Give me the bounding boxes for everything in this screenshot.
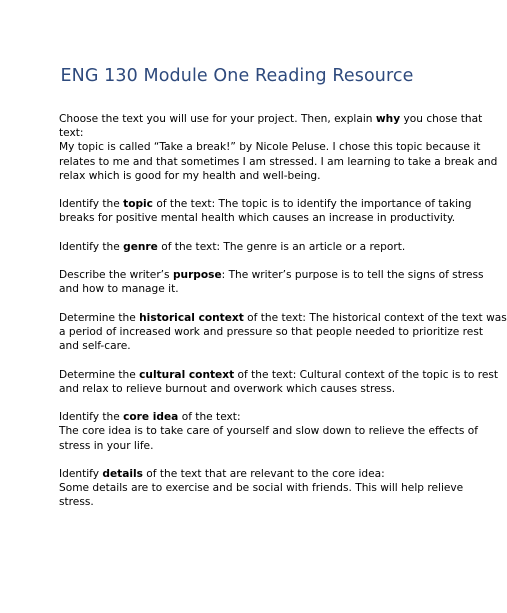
text-run: stress in your life. (59, 439, 154, 452)
paragraph (59, 311, 507, 354)
text-run: Determine the (59, 368, 140, 381)
text-line (59, 467, 429, 481)
text-line (59, 169, 429, 183)
text-line (59, 424, 478, 438)
text-run: breaks for positive mental health which causes an increase in productivity. (59, 212, 456, 225)
text-run: Identify the (59, 198, 124, 211)
text-run: of the text: Cultural context of the topic is to rest (234, 368, 499, 381)
text-run: Identify the (59, 240, 124, 253)
text-run: text: (59, 127, 84, 140)
text-line (59, 382, 429, 396)
document-body (59, 112, 507, 524)
text-run: of the text: (178, 411, 241, 424)
text-run: of the text that are relevant to the core idea: (142, 467, 385, 480)
emphasis-term: core idea (123, 411, 179, 424)
text-line (59, 240, 429, 254)
paragraph (59, 112, 498, 183)
text-line (59, 410, 429, 424)
text-run: relax which is good for my health and well-being. (59, 169, 321, 182)
text-line (59, 339, 429, 353)
text-line (59, 112, 483, 126)
emphasis-term: cultural context (139, 368, 235, 381)
text-line (59, 282, 429, 296)
text-run: Some details are to exercise and be social with friends. This will help relieve (59, 482, 464, 495)
text-run: Identify the (59, 411, 124, 424)
text-run: of the text: The historical context of the text was (243, 311, 507, 324)
text-run: The core idea is to take care of yourself and slow down to relieve the effects of (59, 425, 478, 438)
paragraph (59, 410, 478, 453)
emphasis-term: details (102, 467, 143, 480)
emphasis-term: genre (123, 240, 158, 253)
text-run: Determine the (59, 311, 140, 324)
text-run: a period of increased work and pressure so that people needed to prioritize rest (59, 325, 483, 338)
text-run: and relax to relieve burnout and overwork which causes stress. (59, 382, 396, 395)
text-line (59, 495, 429, 509)
paragraph (59, 268, 484, 296)
text-line (59, 268, 484, 282)
text-run: of the text: The topic is to identify the importance of taking (152, 198, 472, 211)
paragraph (59, 197, 472, 225)
text-run: of the text: The genre is an article or a report. (157, 240, 406, 253)
text-line (59, 368, 499, 382)
text-line (59, 311, 507, 325)
emphasis-term: historical context (139, 311, 244, 324)
text-run: and self-care. (59, 340, 131, 353)
text-line (59, 325, 483, 339)
page-title: ENG 130 Module One Reading Resource (60, 66, 414, 86)
text-line (59, 211, 456, 225)
paragraph (59, 467, 464, 510)
text-run: relates to me and that sometimes I am stressed. I am learning to take a break and (59, 155, 498, 168)
text-line (59, 140, 481, 154)
text-line (59, 439, 429, 453)
text-run: stress. (59, 496, 94, 509)
text-run: Describe the writer’s (59, 269, 173, 282)
text-line (59, 197, 472, 211)
text-line (59, 155, 498, 169)
text-run: you chose that (400, 113, 483, 125)
emphasis-term: topic (123, 198, 153, 211)
text-line (59, 481, 464, 495)
text-line (59, 126, 429, 140)
text-run: Identify (59, 467, 103, 480)
paragraph (59, 368, 499, 396)
text-run: : The writer’s purpose is to tell the signs of stress (221, 269, 484, 282)
emphasis-term: why (375, 113, 401, 125)
emphasis-term: purpose (172, 269, 222, 282)
text-run: and how to manage it. (59, 283, 179, 296)
paragraph (59, 240, 429, 254)
text-run: My topic is called “Take a break!” by Nicole Peluse. I chose this topic because it (59, 141, 481, 154)
text-run: Choose the text you will use for your project. Then, explain (59, 113, 376, 125)
